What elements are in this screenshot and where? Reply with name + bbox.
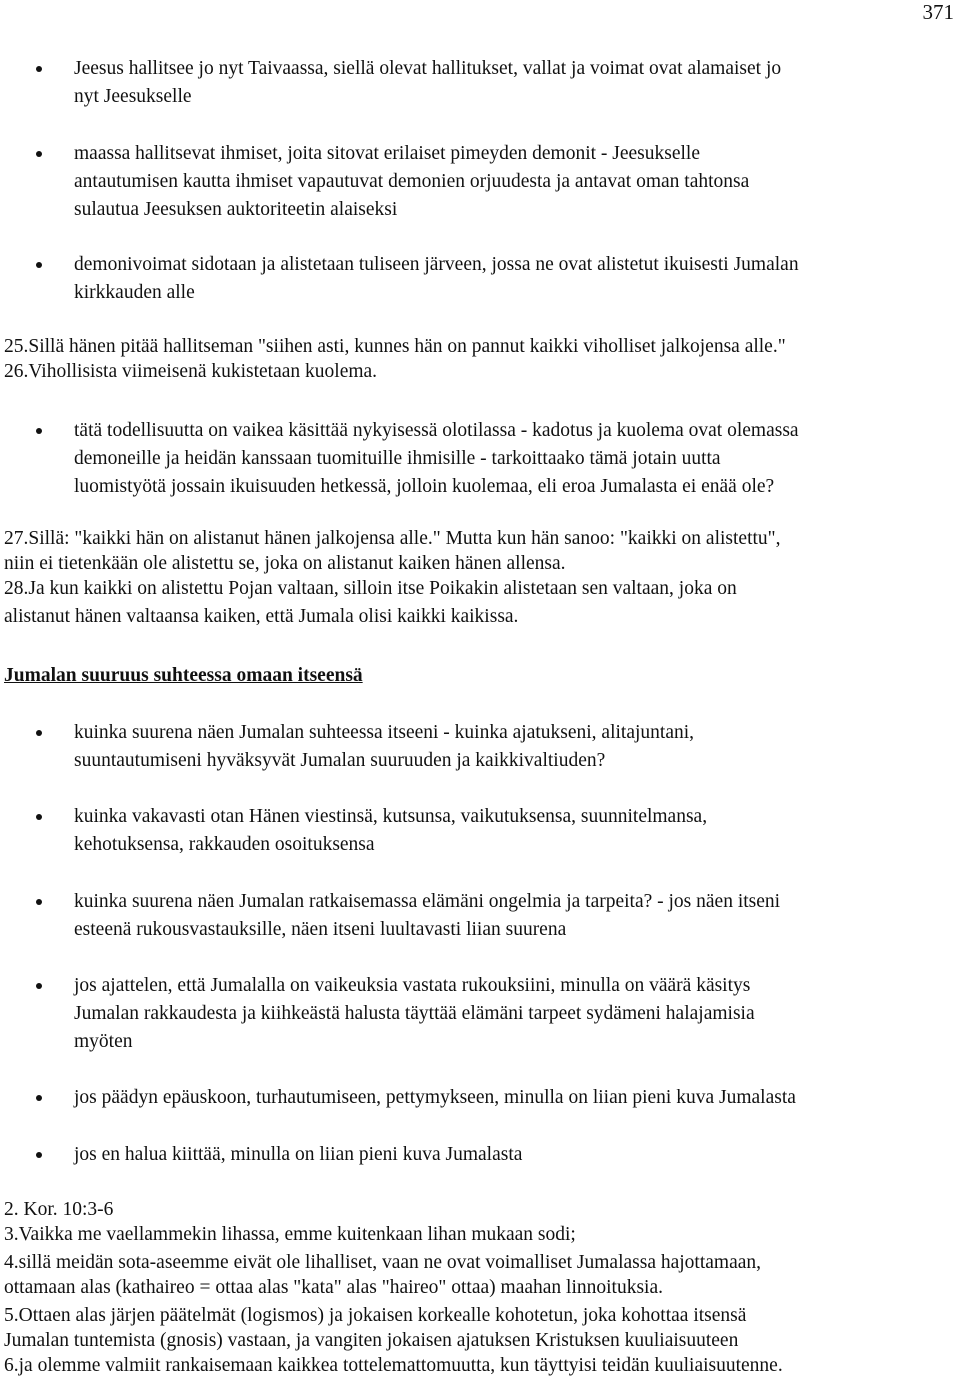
verse-line: 25.Sillä hänen pitää hallitseman "siihen asti, kunnes hän on pannut kaikki viholliset jalkojensa alle." — [4, 336, 786, 357]
bullet-text: jos ajattelen, että Jumalalla on vaikeuksia vastata rukouksiini, minulla on väärä käsitys Jumalan rakkaudesta ja kiihkeästä halusta täyttää elämäni tarpeet sydämeni halajamisia myöten — [74, 975, 755, 1052]
section-heading: Jumalan suuruus suhteessa omaan itseensä — [4, 665, 363, 686]
bullet-text: jos en halua kiittää, minulla on liian pieni kuva Jumalasta — [74, 1144, 523, 1165]
bullet-icon — [36, 428, 42, 434]
bullet-text: kuinka vakavasti otan Hänen viestinsä, kutsunsa, vaikutuksensa, suunnitelmansa, kehotuksensa, rakkauden osoituksensa — [74, 806, 708, 855]
verse-line: 4.sillä meidän sota-aseemme eivät ole lihalliset, vaan ne ovat voimalliset Jumalassa hajottamaan, — [4, 1252, 762, 1273]
verse-line: 27.Sillä: "kaikki hän on alistanut hänen jalkojensa alle." Mutta kun hän sanoo: "kaikki on alistettu", — [4, 528, 781, 549]
bullet-icon — [36, 1152, 42, 1158]
bullet-icon — [36, 899, 42, 905]
verse-line: alistanut hänen valtaansa kaiken, että Jumala olisi kaikki kaikissa. — [4, 606, 519, 627]
verse-line: 26.Vihollisista viimeisenä kukistetaan kuolema. — [4, 361, 378, 382]
bullet-text: demonivoimat sidotaan ja alistetaan tuliseen järveen, jossa ne ovat alistetut ikuisesti Jumalan kirkkauden alle — [74, 254, 799, 303]
bullet-icon — [36, 814, 42, 820]
bullet-icon — [36, 1095, 42, 1101]
bullet-text: kuinka suurena näen Jumalan suhteessa itseeni - kuinka ajatukseni, alitajuntani, suuntautumiseni hyväksyvät Jumalan suuruuden ja kaikkivaltiuden? — [74, 722, 695, 771]
bullet-icon — [36, 151, 42, 157]
bullet-icon — [36, 262, 42, 268]
bullet-icon — [36, 730, 42, 736]
verse-block — [4, 1196, 960, 1380]
verse-line: niin ei tietenkään ole alistettu se, joka on alistanut kaiken hänen allensa. — [4, 553, 566, 574]
scripture-reference: 2. Kor. 10:3-6 — [4, 1199, 114, 1220]
bullet-text: maassa hallitsevat ihmiset, joita sitovat erilaiset pimeyden demonit - Jeesukselle antautumisen kautta ihmiset vapautuvat demonien orjuudesta ja antavat oman tahtonsa sulautua Jeesuksen auktoriteetin alaiseksi — [74, 143, 750, 220]
bullet-icon — [36, 66, 42, 72]
verse-line: 6.ja olemme valmiit rankaisemaan kaikkea tottelemattomuutta, kun täyttyisi teidän kuuliaisuutenne. — [4, 1355, 783, 1376]
bullet-text: Jeesus hallitsee jo nyt Taivaassa, siellä olevat hallitukset, vallat ja voimat ovat alamaiset jo nyt Jeesukselle — [74, 58, 782, 107]
page-number: 371 — [922, 0, 954, 24]
bullet-text: kuinka suurena näen Jumalan ratkaisemassa elämäni ongelmia ja tarpeita? - jos näen itseni esteenä rukousvastauksille, näen itseni luultavasti liian suurena — [74, 891, 781, 940]
bullet-icon — [36, 983, 42, 989]
verse-line: 28.Ja kun kaikki on alistettu Pojan valtaan, silloin itse Poikakin alistetaan sen valtaan, joka on — [4, 578, 737, 599]
verse-line: 5.Ottaen alas järjen päätelmät (logismos) ja jokaisen korkealle kohotetun, joka kohottaa itsensä — [4, 1305, 747, 1326]
bullet-text: tätä todellisuutta on vaikea käsittää nykyisessä olotilassa - kadotus ja kuolema ovat olemassa demoneille ja heidän kanssaan tuomituille ihmisille - tarkoittaako tämä jotain uutta luomistyötä jossain ikuisuuden hetkessä, jolloin kuolemaa, eli eroa Jumalasta ei enää ole? — [74, 420, 799, 497]
verse-line: ottamaan alas (kathaireo = ottaa alas "kata" alas "haireo" ottaa) maahan linnoituksia. — [4, 1277, 663, 1298]
verse-line: 3.Vaikka me vaellammekin lihassa, emme kuitenkaan lihan mukaan sodi; — [4, 1224, 576, 1245]
verse-block — [4, 525, 960, 631]
verse-block — [4, 333, 960, 386]
verse-line: Jumalan tuntemista (gnosis) vastaan, ja vangiten jokaisen ajatuksen Kristuksen kuuliaisuuteen — [4, 1330, 739, 1351]
bullet-text: jos päädyn epäuskoon, turhautumiseen, pettymykseen, minulla on liian pieni kuva Jumalasta — [74, 1087, 796, 1108]
